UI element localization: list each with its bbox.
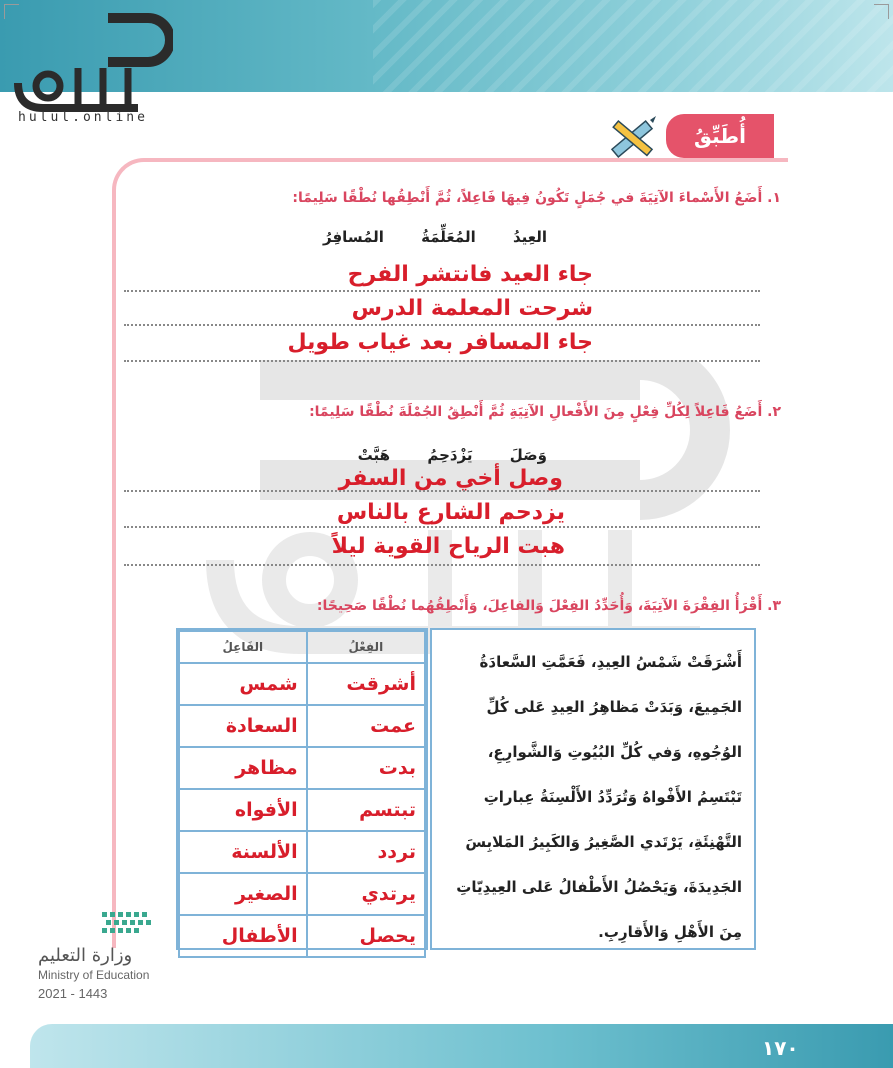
verb-cell: يرتدي	[307, 873, 425, 915]
verb-cell: أشرقت	[307, 663, 425, 705]
table-header-row	[179, 631, 425, 663]
practice-tab: أُطَبِّقُ	[666, 114, 774, 158]
word-item: المُسافِرُ	[323, 228, 384, 246]
table-row	[179, 915, 425, 957]
site-watermark-text: hulul.online	[18, 110, 148, 125]
crop-mark-top-right	[874, 4, 889, 19]
subject-cell: السعادة	[179, 705, 307, 747]
question-2-words	[342, 446, 563, 464]
word-item: العِيدُ	[512, 228, 547, 246]
question-1-title: ١. أَضَعُ الأَسْماءَ الآتِيَةَ في جُمَلٍ تَكُونُ فِيهَا فَاعِلاً، ثُمَّ أَنْطِقُها نُطْقًا سَلِيمًا:	[292, 190, 781, 206]
column-header-subject: الفَاعِلُ	[179, 631, 307, 663]
word-item: هَبَّتْ	[357, 446, 391, 464]
answer-line-1-1: جاء العيد فانتشر الفرح	[347, 262, 593, 287]
verb-cell: تبتسم	[307, 789, 425, 831]
question-1-words	[307, 228, 563, 246]
dotted-line	[124, 490, 760, 492]
header-pattern	[373, 0, 893, 92]
subject-cell: الأفواه	[179, 789, 307, 831]
dotted-line	[124, 324, 760, 326]
word-item: المُعَلِّمَةُ	[421, 228, 476, 246]
dotted-line	[124, 290, 760, 292]
subject-cell: الألسنة	[179, 831, 307, 873]
page-number: ١٧٠	[762, 1036, 799, 1060]
subject-cell: مظاهر	[179, 747, 307, 789]
table-row	[179, 789, 425, 831]
answer-line-1-3: جاء المسافر بعد غياب طويل	[287, 330, 593, 355]
verb-subject-table	[176, 628, 428, 950]
dotted-line	[124, 360, 760, 362]
verb-cell: يحصل	[307, 915, 425, 957]
edition-year: 2021 - 1443	[38, 986, 108, 1001]
dotted-line	[124, 564, 760, 566]
subject-cell: شمس	[179, 663, 307, 705]
subject-cell: الأطفال	[179, 915, 307, 957]
verb-cell: تردد	[307, 831, 425, 873]
table-row	[179, 873, 425, 915]
ministry-name-arabic: وزارة التعليم	[38, 945, 133, 966]
passage-box	[430, 628, 756, 950]
passage-text: أَشْرَقَتْ شَمْسُ العِيدِ، فَعَمَّتِ السَّعادَةُ الجَمِيعَ، وَبَدَتْ مَظاهِرُ العِيدِ عَلى كُلِّ الوُجُوهِ، وَفي كُلِّ البُيُوتِ وَالشَّوارِعِ، تَبْتَسِمُ الأَفْواهُ وَتُرَدِّدُ الأَلْسِنَةُ عِباراتِ التَّهْنِئَةِ، يَرْتَدي الصَّغِيرُ وَالكَبِيرُ المَلابِسَ الجَدِيدَةَ، وَيَحْصُلُ الأَطْفالُ عَلى العِيدِيّاتِ مِنَ الأَهْلِ وَالأَقارِبِ.	[456, 653, 742, 941]
answer-line-2-3: هبت الرياح القوية ليلاً	[331, 534, 565, 559]
answer-table	[178, 630, 426, 958]
column-header-verb: الفِعْلُ	[307, 631, 425, 663]
verb-cell: بدت	[307, 747, 425, 789]
table-row	[179, 831, 425, 873]
verb-cell: عمت	[307, 705, 425, 747]
question-2-title: ٢. أَضَعُ فَاعِلاً لِكُلِّ فِعْلٍ مِنَ الأَفْعالِ الآتِيَةِ ثُمَّ أَنْطِقُ الجُمْلَةَ نُطْقًا سَلِيمًا:	[309, 404, 781, 420]
subject-cell: الصغير	[179, 873, 307, 915]
word-item: وَصَلَ	[509, 446, 547, 464]
ministry-name-english: Ministry of Education	[38, 968, 150, 982]
question-3-title: ٣. أَقْرَأُ الفِقْرَةَ الآتِيَةَ، وَأُحَدِّدُ الفِعْلَ وَالفاعِلَ، وَأَنْطِقُهُما نُطْقًا صَحِيحًا:	[316, 598, 781, 614]
answer-line-2-1: وصل أخي من السفر	[338, 466, 563, 491]
answer-line-2-2: يزدحم الشارع بالناس	[336, 500, 565, 525]
answer-line-1-2: شرحت المعلمة الدرس	[351, 296, 593, 321]
pencil-ruler-icon	[606, 114, 658, 162]
word-item: يَزْدَحِمُ	[427, 446, 473, 464]
table-row	[179, 663, 425, 705]
table-row	[179, 705, 425, 747]
table-row	[179, 747, 425, 789]
dotted-line	[124, 526, 760, 528]
ministry-logo-icon	[100, 908, 162, 938]
